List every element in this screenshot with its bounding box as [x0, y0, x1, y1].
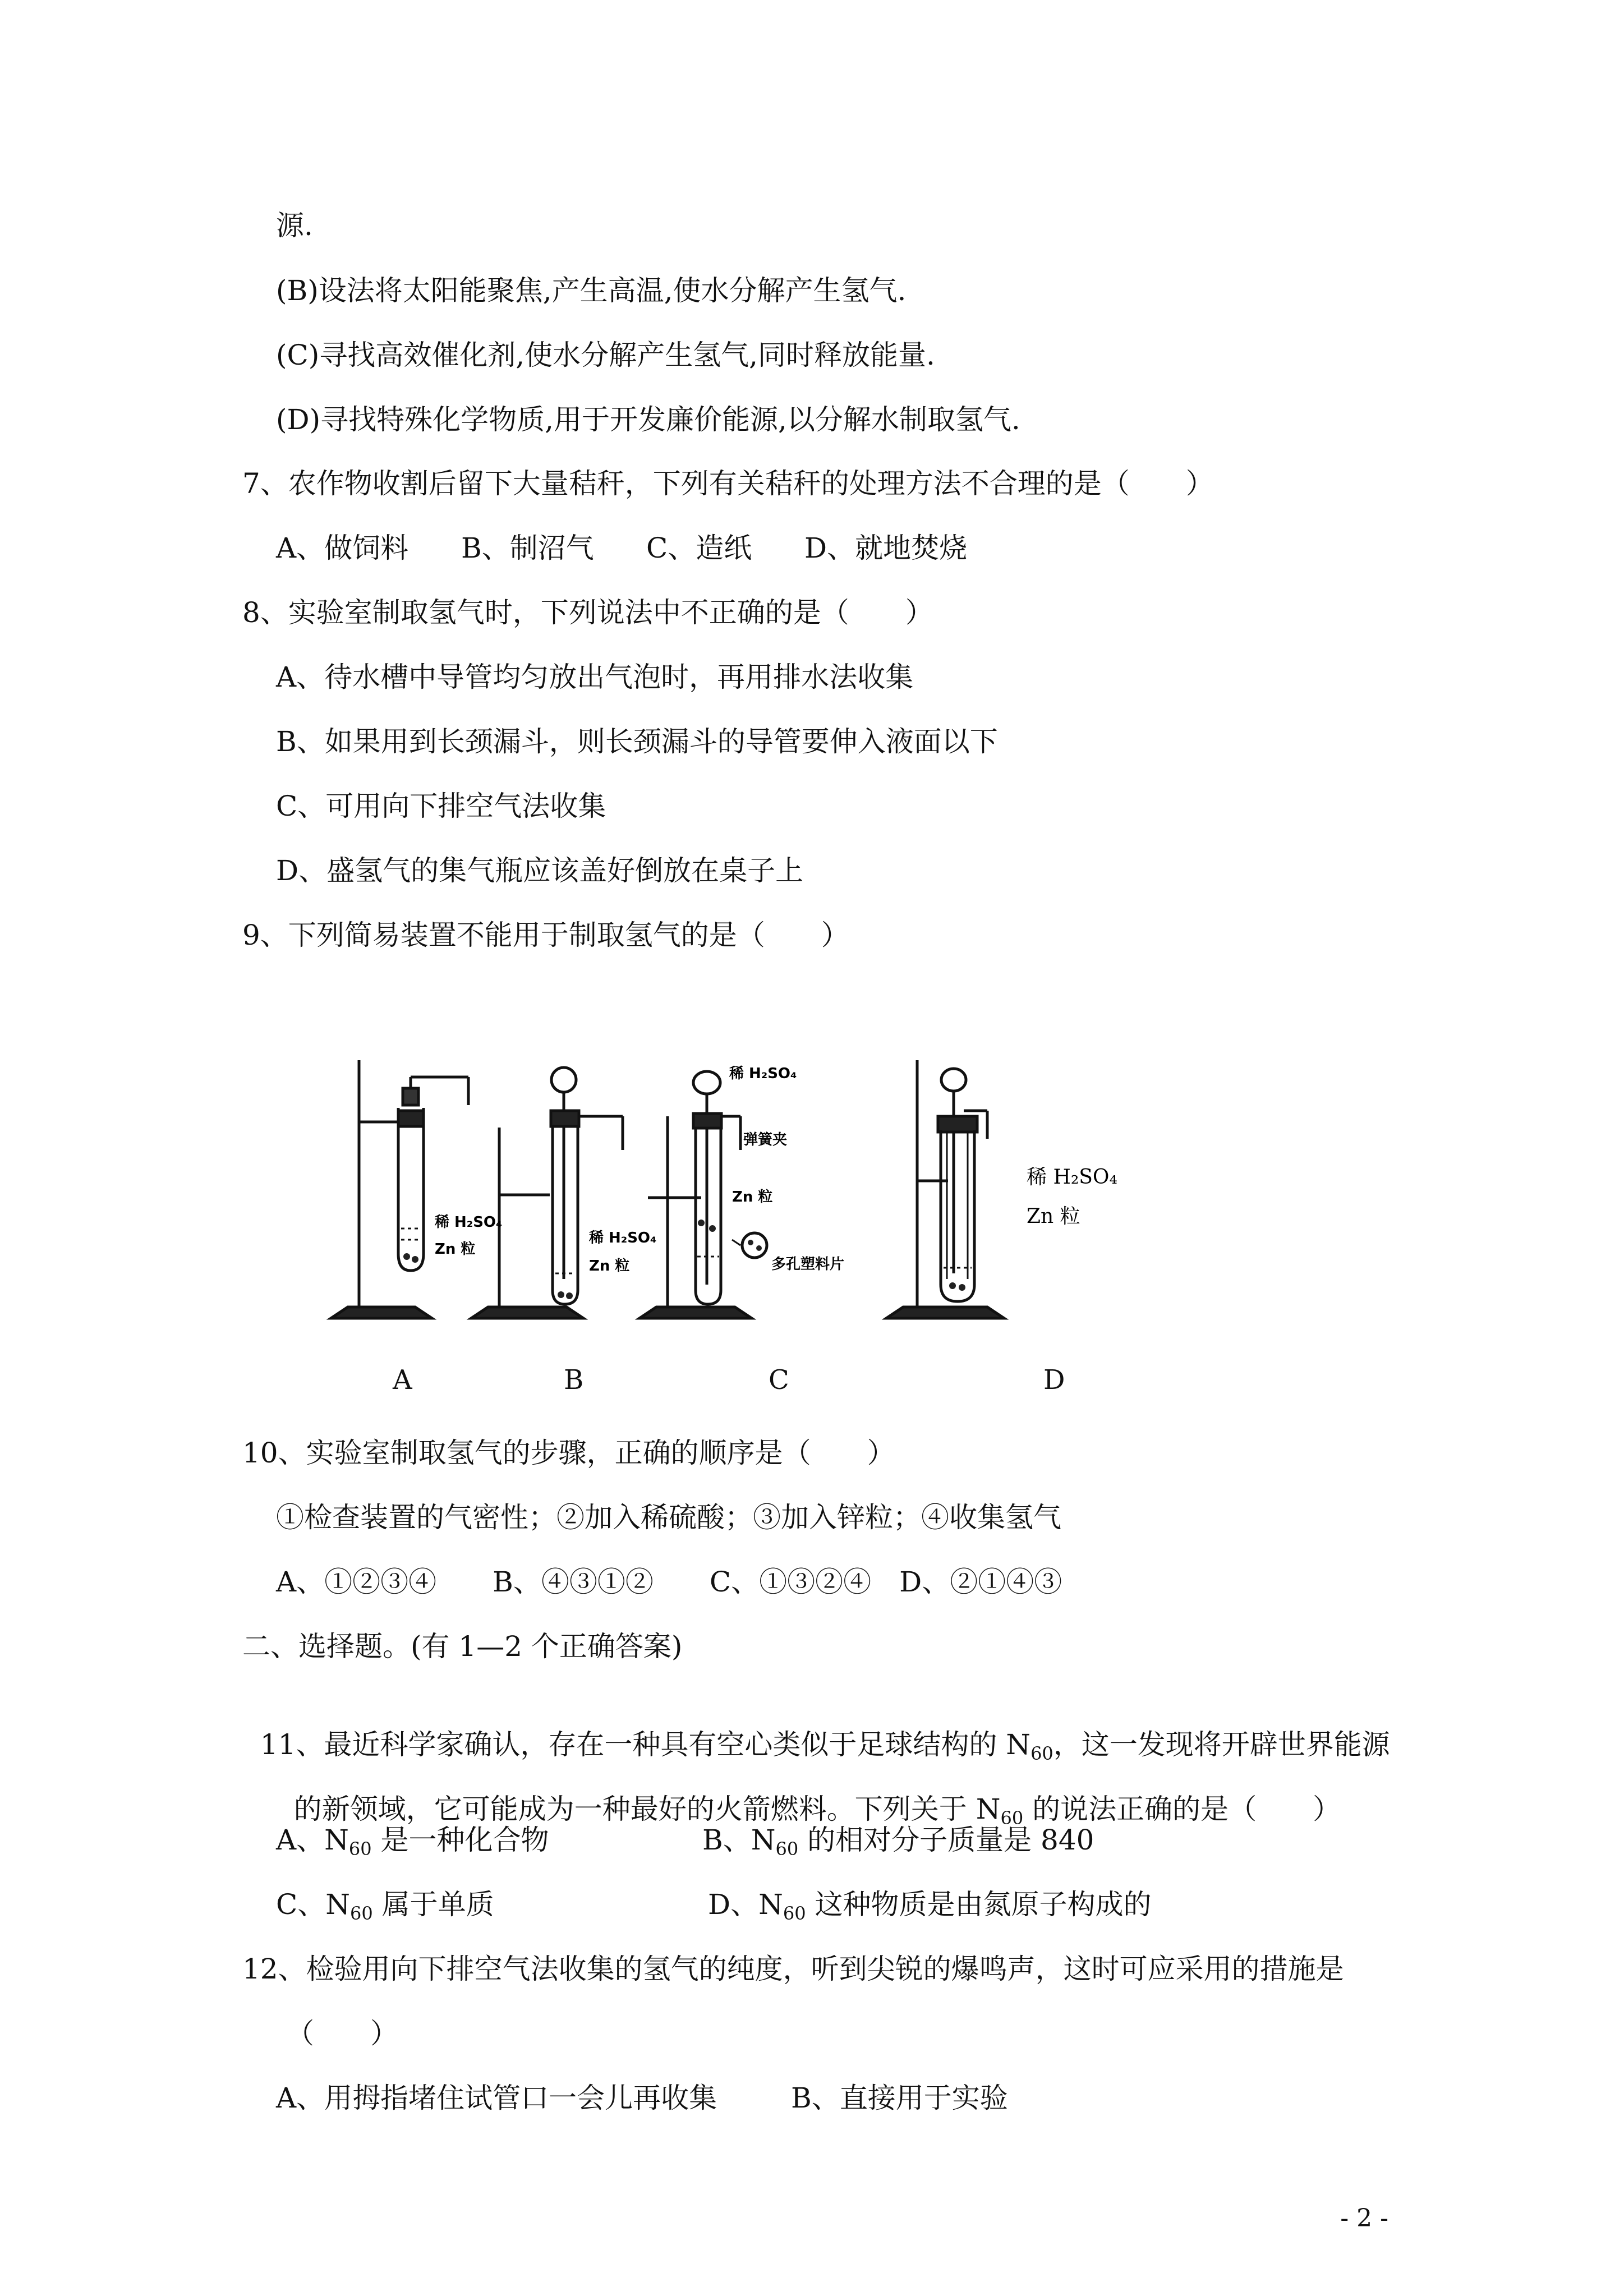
page-number: - 2 -	[1340, 2204, 1388, 2233]
q8-stem: 8、实验室制取氢气时，下列说法中不正确的是（ ）	[242, 596, 933, 629]
label-b-acid: 稀 H₂SO₄	[589, 1230, 657, 1246]
q11-option-c: C、N60 属于单质	[276, 1888, 494, 1924]
q12-paren: （ ）	[286, 2017, 398, 2050]
label-c-acid: 稀 H₂SO₄	[729, 1065, 797, 1082]
apparatus-figure	[314, 1055, 1425, 1346]
apparatus-d	[886, 1060, 1004, 1318]
q11-stem-line2: 的新领域，它可能成为一种最好的火箭燃料。下列关于 $N_{60}$ 的说法正确的是（ ）	[293, 1793, 1341, 1829]
q10-steps: ①检查装置的气密性；②加入稀硫酸；③加入锌粒；④收集氢气	[276, 1501, 1061, 1534]
q7-stem: 7、农作物收割后留下大量秸秆，下列有关秸秆的处理方法不合理的是（ ）	[242, 467, 1214, 500]
q11-options-row2	[276, 1888, 1151, 1930]
q9-stem: 9、下列简易装置不能用于制取氢气的是（ ）	[242, 919, 849, 951]
q10-options: A、①②③④ B、④③①② C、①③②④ D、②①④③	[276, 1566, 1062, 1598]
q7-option-c: C、造纸	[646, 532, 752, 564]
q12-stem: 12、检验用向下排空气法收集的氢气的纯度，听到尖锐的爆鸣声，这时可应采用的措施是	[242, 1953, 1344, 1985]
q7-option-b: B、制沼气	[461, 532, 594, 564]
q11-option-d: D、N60 这种物质是由氮原子构成的	[708, 1888, 1152, 1924]
q8-option-c: C、可用向下排空气法收集	[276, 790, 606, 822]
line-continuation: 源.	[276, 209, 313, 242]
label-c-clip: 弹簧夹	[743, 1131, 788, 1148]
q12-option-a: A、用拇指堵住试管口一会儿再收集	[276, 2082, 717, 2114]
q7-option-d: D、就地焚烧	[804, 532, 968, 564]
label-c-zn: Zn 粒	[732, 1189, 773, 1205]
q11-option-b: B、N60 的相对分子质量是 840	[702, 1824, 1094, 1860]
label-d-zn: Zn 粒	[1027, 1205, 1080, 1228]
q6-option-c: (C)寻找高效催化剂,使水分解产生氢气,同时释放能量.	[276, 339, 935, 371]
label-b-zn: Zn 粒	[589, 1258, 630, 1274]
q6-option-d: (D)寻找特殊化学物质,用于开发廉价能源,以分解水制取氢气.	[276, 403, 1020, 436]
figure-label-c: C	[769, 1364, 789, 1396]
q8-option-d: D、盛氢气的集气瓶应该盖好倒放在桌子上	[276, 854, 804, 887]
q10-stem: 10、实验室制取氢气的步骤，正确的顺序是（ ）	[242, 1437, 895, 1469]
q8-option-a: A、待水槽中导管均匀放出气泡时，再用排水法收集	[276, 661, 914, 693]
q11-option-a: A、N60 是一种化合物	[276, 1824, 549, 1860]
label-d-acid: 稀 H₂SO₄	[1027, 1166, 1117, 1189]
figure-label-b: B	[564, 1364, 584, 1396]
q12-option-b: B、直接用于实验	[791, 2082, 1008, 2114]
q8-option-b: B、如果用到长颈漏斗，则长颈漏斗的导管要伸入液面以下	[276, 725, 998, 758]
q7-option-a: A、做饲料	[276, 532, 409, 564]
q11-stem-line1: 11、最近科学家确认，存在一种具有空心类似于足球结构的 $N_{60}$，这一发现将开辟世界能源	[260, 1728, 1390, 1764]
q12-options	[276, 2081, 1008, 2115]
figure-label-d: D	[1043, 1364, 1065, 1396]
q11-options-row1	[276, 1823, 1094, 1866]
figure-label-a: A	[393, 1364, 412, 1396]
label-c-plate: 多孔塑料片	[771, 1256, 845, 1273]
apparatus-a	[331, 1060, 468, 1318]
label-a-acid: 稀 H₂SO₄	[435, 1214, 503, 1231]
apparatus-b	[471, 1068, 623, 1318]
section-2-heading: 二、选择题。(有 1—2 个正确答案)	[242, 1630, 683, 1663]
label-a-zn: Zn 粒	[435, 1241, 476, 1258]
q7-options	[276, 531, 967, 565]
q6-option-b: (B)设法将太阳能聚焦,产生高温,使水分解产生氢气.	[276, 274, 907, 307]
